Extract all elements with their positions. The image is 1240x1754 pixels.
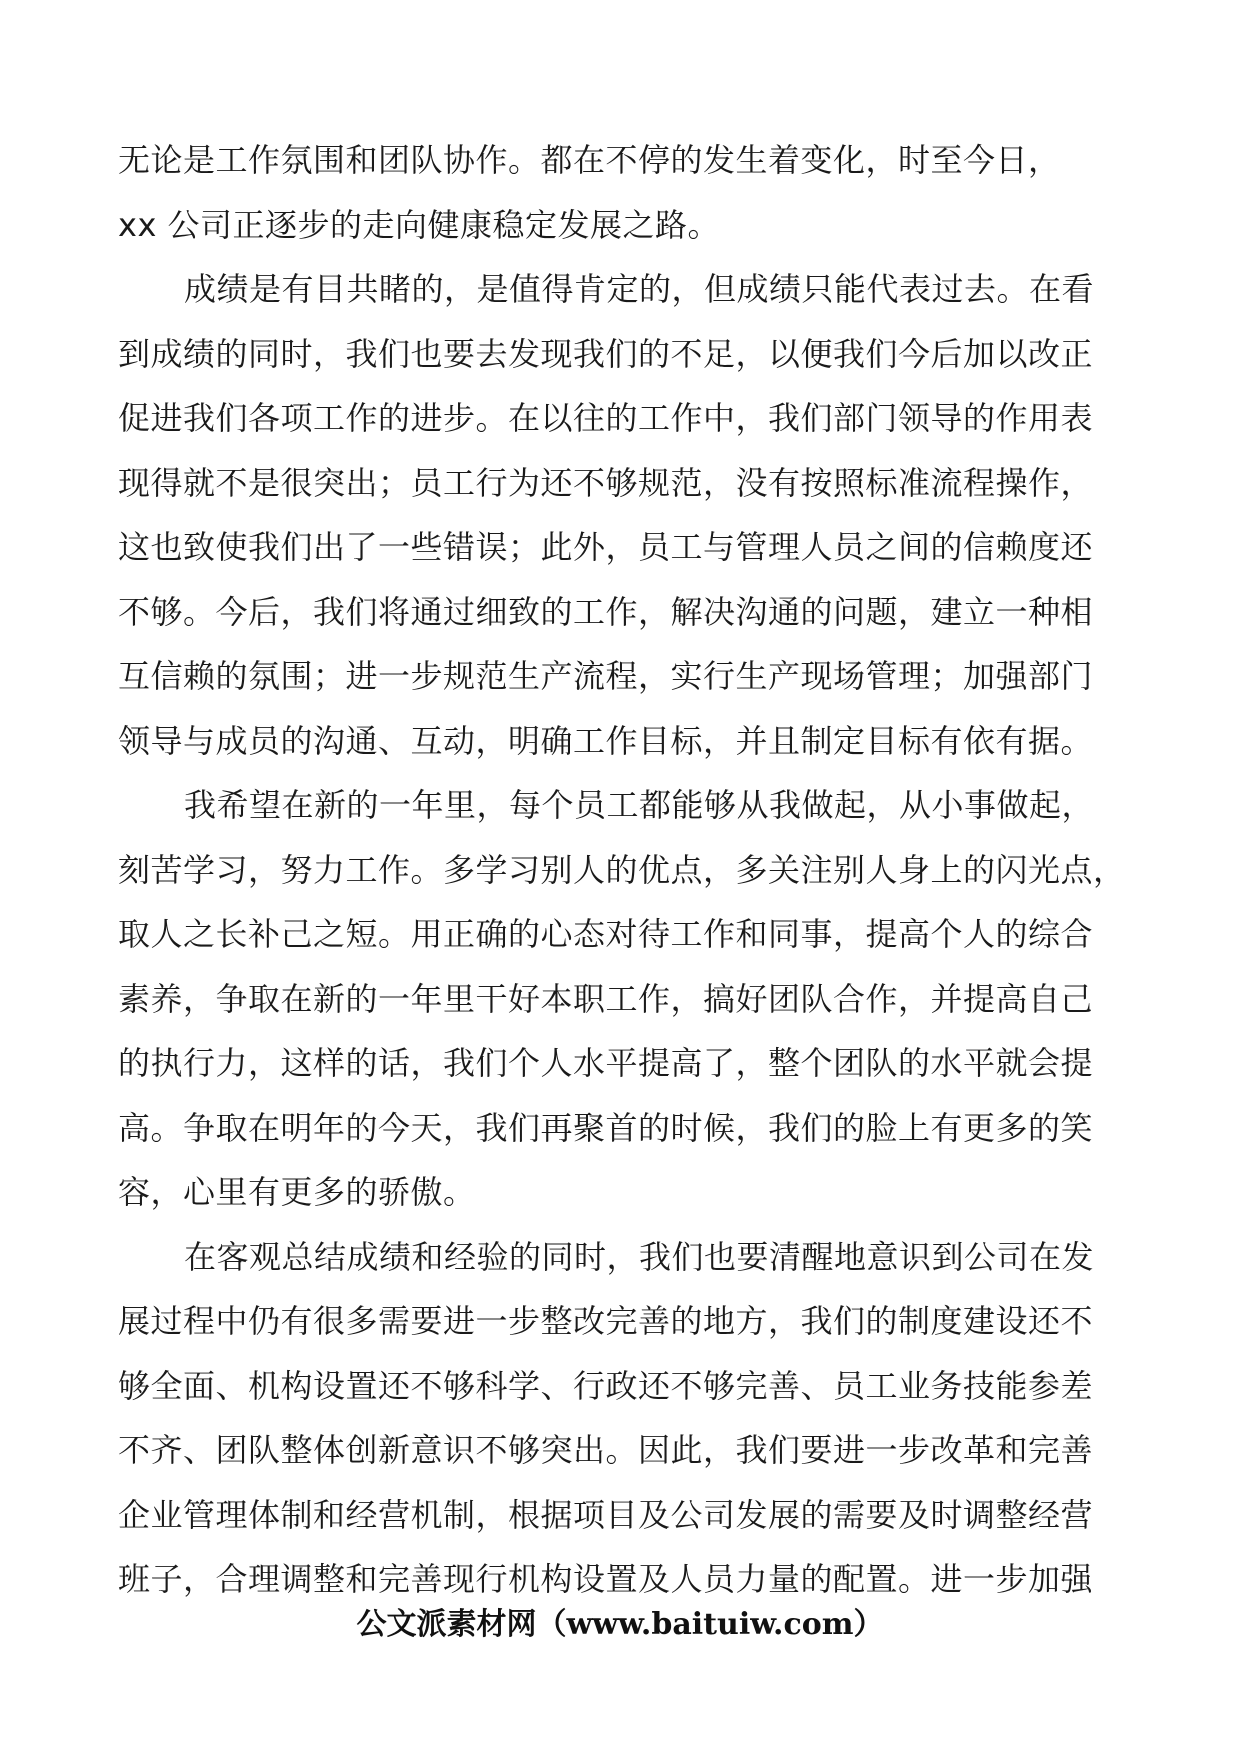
text-line: 我希望在新的一年里，每个员工都能够从我做起，从小事做起， — [184, 786, 1095, 824]
text-line: 取人之长补己之短。用正确的心态对待工作和同事，提高个人的综合 — [118, 915, 1094, 953]
footer-watermark: 公文派素材网（www.baituiw.com） — [356, 1607, 884, 1642]
text-line: 素养，争取在新的一年里干好本职工作，搞好团队合作，并提高自己 — [118, 979, 1094, 1018]
text-line: 高。争取在明年的今天，我们再聚首的时候，我们的脸上有更多的笑 — [118, 1108, 1094, 1147]
text-line: 这也致使我们出了一些错误；此外，员工与管理人员之间的信赖度还 — [118, 528, 1094, 566]
text-line: 在客观总结成绩和经验的同时，我们也要清醒地意识到公司在发 — [184, 1237, 1095, 1276]
text-line: 展过程中仍有很多需要进一步整改完善的地方，我们的制度建设还不 — [118, 1302, 1094, 1340]
text-line: 刻苦学习，努力工作。多学习别人的优点，多关注别人身上的闪光点， — [118, 850, 1126, 889]
text-line: 不够。今后，我们将通过细致的工作，解决沟通的问题，建立一种相 — [118, 592, 1094, 631]
text-line: 成绩是有目共睹的，是值得肯定的，但成绩只能代表过去。在看 — [184, 270, 1095, 308]
text-line: 够全面、机构设置还不够科学、行政还不够完善、员工业务技能参差 — [118, 1366, 1094, 1405]
text-line: 领导与成员的沟通、互动，明确工作目标，并且制定目标有依有据。 — [118, 721, 1094, 760]
text-line: xx 公司正逐步的走向健康稳定发展之路。 — [118, 205, 721, 244]
text-line: 互信赖的氛围；进一步规范生产流程，实行生产现场管理；加强部门 — [118, 657, 1094, 695]
text-line: 容，心里有更多的骄傲。 — [118, 1173, 476, 1211]
text-line: 到成绩的同时，我们也要去发现我们的不足，以便我们今后加以改正 — [118, 334, 1094, 373]
text-line: 无论是工作氛围和团队协作。都在不停的发生着变化，时至今日， — [118, 141, 1061, 179]
text-line: 不齐、团队整体创新意识不够突出。因此，我们要进一步改革和完善 — [118, 1431, 1094, 1469]
text-line: 班子，合理调整和完善现行机构设置及人员力量的配置。进一步加强 — [118, 1560, 1094, 1598]
text-line: 企业管理体制和经营机制，根据项目及公司发展的需要及时调整经营 — [118, 1495, 1094, 1534]
document-body — [118, 128, 1128, 1612]
text-line: 促进我们各项工作的进步。在以往的工作中，我们部门领导的作用表 — [118, 399, 1094, 437]
text-line: 现得就不是很突出；员工行为还不够规范，没有按照标准流程操作， — [118, 463, 1094, 502]
text-line: 的执行力，这样的话，我们个人水平提高了，整个团队的水平就会提 — [118, 1044, 1094, 1082]
